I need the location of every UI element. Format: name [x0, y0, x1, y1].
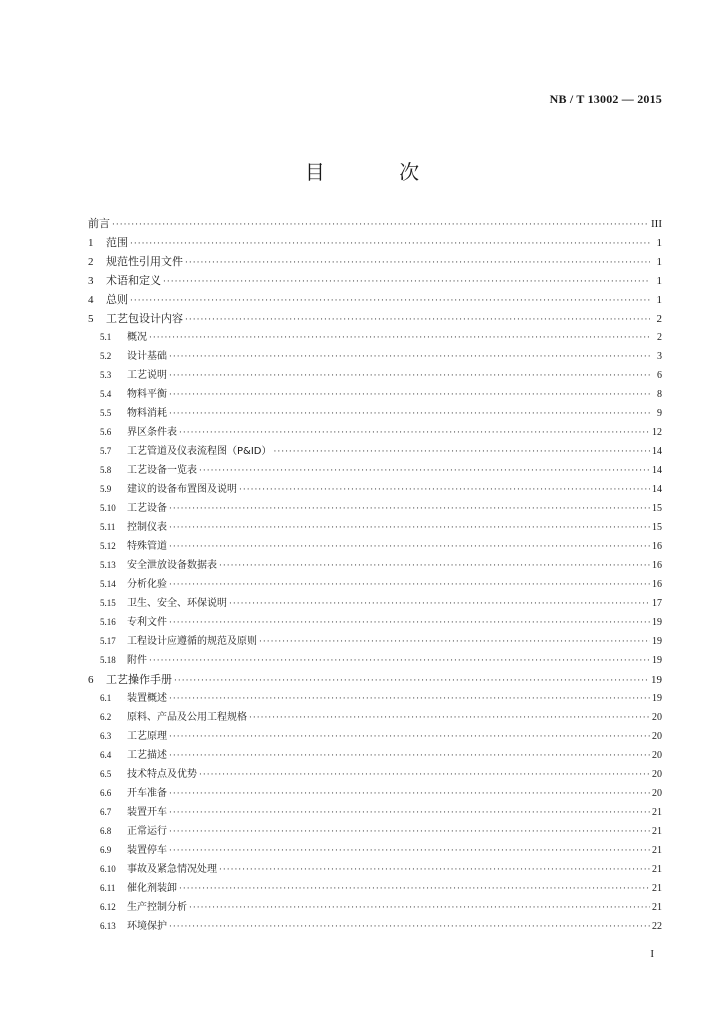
toc-page-number: III — [651, 218, 662, 230]
toc-page-number: 16 — [652, 541, 662, 552]
toc-entry — [88, 423, 662, 442]
table-of-contents — [88, 214, 662, 936]
toc-page-number: 21 — [652, 883, 662, 894]
toc-page-number: 21 — [652, 826, 662, 837]
toc-section-number: 5.16 — [100, 617, 116, 627]
toc-leader-dots — [169, 690, 650, 709]
toc-page-number: 21 — [652, 864, 662, 875]
toc-entry — [88, 784, 662, 803]
toc-page-number: 2 — [657, 332, 662, 343]
toc-leader-dots — [169, 519, 650, 538]
toc-section-title: 范围 — [106, 236, 128, 249]
toc-entry — [88, 537, 662, 556]
toc-section-title: 工艺包设计内容 — [106, 312, 183, 325]
toc-section-number: 5.1 — [100, 332, 112, 342]
toc-section-title: 安全泄放设备数据表 — [127, 560, 217, 571]
toc-page-number: 20 — [652, 712, 662, 723]
toc-page-number: 14 — [652, 465, 662, 476]
toc-leader-dots — [185, 311, 650, 330]
toc-leader-dots — [169, 576, 650, 595]
toc-entry — [88, 442, 662, 461]
toc-page-number: 12 — [652, 427, 662, 438]
toc-leader-dots — [149, 652, 650, 671]
toc-section-title: 工艺说明 — [127, 370, 167, 381]
toc-section-number: 2 — [88, 256, 94, 268]
toc-page-number: 19 — [652, 693, 662, 704]
toc-page-number: 14 — [652, 446, 662, 457]
toc-leader-dots — [169, 614, 650, 633]
toc-section-number: 6.3 — [100, 731, 112, 741]
toc-leader-dots — [169, 804, 650, 823]
toc-leader-dots — [149, 329, 650, 348]
toc-page-number: 19 — [652, 636, 662, 647]
toc-entry — [88, 632, 662, 651]
toc-entry — [88, 575, 662, 594]
toc-section-title: 界区条件表 — [127, 427, 177, 438]
toc-entry — [88, 917, 662, 936]
toc-section-title: 工艺原理 — [127, 731, 167, 742]
toc-leader-dots — [219, 557, 650, 576]
toc-entry — [88, 290, 662, 309]
toc-page-number: 22 — [652, 921, 662, 932]
toc-section-number: 5.12 — [100, 541, 116, 551]
toc-entry — [88, 841, 662, 860]
toc-leader-dots — [169, 823, 650, 842]
toc-page-number: 19 — [652, 617, 662, 628]
toc-entry — [88, 233, 662, 252]
toc-entry — [88, 651, 662, 670]
toc-section-number: 5.7 — [100, 446, 112, 456]
toc-section-number: 5.4 — [100, 389, 112, 399]
toc-section-title: 工程设计应遵循的规范及原则 — [127, 636, 257, 647]
toc-section-number: 6.11 — [100, 883, 116, 893]
toc-section-title: 环境保护 — [127, 921, 167, 932]
toc-leader-dots — [169, 728, 650, 747]
toc-section-title: 前言 — [88, 217, 110, 230]
toc-section-title: 控制仪表 — [127, 522, 167, 533]
toc-entry — [88, 746, 662, 765]
toc-section-number: 5.10 — [100, 503, 116, 513]
toc-entry — [88, 594, 662, 613]
toc-entry — [88, 366, 662, 385]
page-number: I — [650, 948, 654, 960]
toc-leader-dots — [273, 443, 650, 462]
toc-section-number: 5.18 — [100, 655, 116, 665]
toc-leader-dots — [169, 785, 650, 804]
toc-page-number: 16 — [652, 579, 662, 590]
toc-leader-dots — [169, 747, 650, 766]
toc-entry — [88, 765, 662, 784]
toc-leader-dots — [229, 595, 650, 614]
toc-page-number: 1 — [656, 237, 662, 249]
toc-entry — [88, 404, 662, 423]
toc-page-number: 20 — [652, 769, 662, 780]
toc-section-title: 催化剂装卸 — [127, 883, 177, 894]
toc-page-number: 21 — [652, 807, 662, 818]
toc-section-title: 原料、产品及公用工程规格 — [127, 712, 247, 723]
toc-section-number: 5.17 — [100, 636, 116, 646]
toc-section-title: 工艺设备一览表 — [127, 465, 197, 476]
toc-page-number: 20 — [652, 750, 662, 761]
toc-section-title: 事故及紧急情况处理 — [127, 864, 217, 875]
toc-leader-dots — [169, 538, 650, 557]
toc-entry — [88, 385, 662, 404]
toc-leader-dots — [130, 235, 650, 254]
toc-page-number: 6 — [657, 370, 662, 381]
toc-entry — [88, 499, 662, 518]
standard-code: NB / T 13002 — 2015 — [549, 92, 662, 106]
toc-section-number: 6.5 — [100, 769, 112, 779]
toc-page-number: 14 — [652, 484, 662, 495]
toc-section-title: 工艺设备 — [127, 503, 167, 514]
toc-section-title: 总则 — [106, 293, 128, 306]
toc-section-number: 5.2 — [100, 351, 112, 361]
toc-page-number: 8 — [657, 389, 662, 400]
toc-leader-dots — [185, 254, 650, 273]
toc-entry — [88, 347, 662, 366]
toc-page-number: 2 — [656, 313, 662, 325]
toc-section-title: 装置停车 — [127, 845, 167, 856]
toc-page-number: 15 — [652, 522, 662, 533]
toc-leader-dots — [174, 672, 649, 691]
toc-section-number: 4 — [88, 294, 94, 306]
toc-section-title: 物料消耗 — [127, 408, 167, 419]
toc-entry — [88, 309, 662, 328]
toc-page-number: 16 — [652, 560, 662, 571]
toc-section-number: 5.14 — [100, 579, 116, 589]
toc-section-number: 6 — [88, 674, 94, 686]
toc-section-title: 卫生、安全、环保说明 — [127, 598, 227, 609]
toc-section-number: 6.6 — [100, 788, 112, 798]
toc-entry — [88, 670, 662, 689]
toc-entry — [88, 214, 662, 233]
toc-page-number: 1 — [656, 275, 662, 287]
toc-section-number: 6.10 — [100, 864, 116, 874]
toc-entry — [88, 613, 662, 632]
toc-section-number: 6.8 — [100, 826, 112, 836]
toc-entry — [88, 879, 662, 898]
toc-section-number: 3 — [88, 275, 94, 287]
toc-section-title: 物料平衡 — [127, 389, 167, 400]
toc-leader-dots — [179, 424, 650, 443]
toc-section-title: 装置概述 — [127, 693, 167, 704]
toc-section-title: 建议的设备布置图及说明 — [127, 484, 237, 495]
toc-section-title: 规范性引用文件 — [106, 255, 183, 268]
toc-section-number: 6.4 — [100, 750, 112, 760]
toc-page-number: 21 — [652, 845, 662, 856]
toc-entry — [88, 461, 662, 480]
toc-leader-dots — [169, 386, 650, 405]
toc-section-title: 工艺管道及仪表流程图（P&ID） — [127, 446, 272, 457]
toc-page-number: 17 — [652, 598, 662, 609]
toc-leader-dots — [199, 462, 650, 481]
toc-leader-dots — [169, 348, 650, 367]
toc-section-number: 6.7 — [100, 807, 112, 817]
toc-leader-dots — [163, 273, 650, 292]
toc-section-number: 5.9 — [100, 484, 112, 494]
toc-entry — [88, 822, 662, 841]
toc-section-number: 5.15 — [100, 598, 116, 608]
toc-leader-dots — [179, 880, 650, 899]
toc-section-title: 技术特点及优势 — [127, 769, 197, 780]
toc-entry — [88, 708, 662, 727]
toc-leader-dots — [219, 861, 650, 880]
toc-entry — [88, 727, 662, 746]
toc-page-number: 3 — [657, 351, 662, 362]
toc-entry — [88, 860, 662, 879]
toc-section-number: 6.2 — [100, 712, 112, 722]
toc-entry — [88, 556, 662, 575]
toc-leader-dots — [249, 709, 650, 728]
toc-leader-dots — [169, 918, 650, 937]
toc-leader-dots — [189, 899, 650, 918]
toc-section-title: 工艺描述 — [127, 750, 167, 761]
toc-section-title: 术语和定义 — [106, 274, 161, 287]
toc-leader-dots — [259, 633, 650, 652]
toc-section-title: 工艺操作手册 — [106, 673, 172, 686]
toc-section-number: 5.13 — [100, 560, 116, 570]
toc-section-number: 6.9 — [100, 845, 112, 855]
toc-section-title: 设计基础 — [127, 351, 167, 362]
toc-entry — [88, 271, 662, 290]
toc-section-number: 6.13 — [100, 921, 116, 931]
toc-section-title: 开车准备 — [127, 788, 167, 799]
toc-page-number: 9 — [657, 408, 662, 419]
toc-page-number: 19 — [652, 655, 662, 666]
toc-section-title: 正常运行 — [127, 826, 167, 837]
toc-leader-dots — [169, 500, 650, 519]
toc-section-number: 5 — [88, 313, 94, 325]
toc-leader-dots — [239, 481, 650, 500]
toc-section-title: 附件 — [127, 655, 147, 666]
toc-section-number: 5.8 — [100, 465, 112, 475]
toc-section-title: 分析化验 — [127, 579, 167, 590]
toc-page-number: 1 — [656, 256, 662, 268]
toc-leader-dots — [169, 405, 650, 424]
toc-section-number: 5.3 — [100, 370, 112, 380]
toc-section-title: 生产控制分析 — [127, 902, 187, 913]
toc-section-number: 6.12 — [100, 902, 116, 912]
toc-leader-dots — [112, 216, 649, 235]
toc-page-number: 15 — [652, 503, 662, 514]
toc-section-title: 装置开车 — [127, 807, 167, 818]
toc-entry — [88, 328, 662, 347]
toc-entry — [88, 689, 662, 708]
toc-section-number: 6.1 — [100, 693, 112, 703]
toc-leader-dots — [169, 842, 650, 861]
toc-entry — [88, 518, 662, 537]
toc-section-number: 5.5 — [100, 408, 112, 418]
toc-page-number: 21 — [652, 902, 662, 913]
toc-section-number: 5.6 — [100, 427, 112, 437]
toc-entry — [88, 803, 662, 822]
toc-section-title: 专利文件 — [127, 617, 167, 628]
toc-entry — [88, 480, 662, 499]
toc-section-number: 5.11 — [100, 522, 116, 532]
toc-entry — [88, 252, 662, 271]
toc-section-title: 特殊管道 — [127, 541, 167, 552]
toc-section-number: 1 — [88, 237, 94, 249]
toc-page-number: 19 — [651, 674, 662, 686]
toc-section-title: 概况 — [127, 332, 147, 343]
page-title: 目 次 — [304, 160, 454, 184]
toc-leader-dots — [130, 292, 650, 311]
toc-page-number: 20 — [652, 788, 662, 799]
toc-entry — [88, 898, 662, 917]
toc-leader-dots — [199, 766, 650, 785]
toc-leader-dots — [169, 367, 650, 386]
toc-page-number: 20 — [652, 731, 662, 742]
toc-page-number: 1 — [656, 294, 662, 306]
